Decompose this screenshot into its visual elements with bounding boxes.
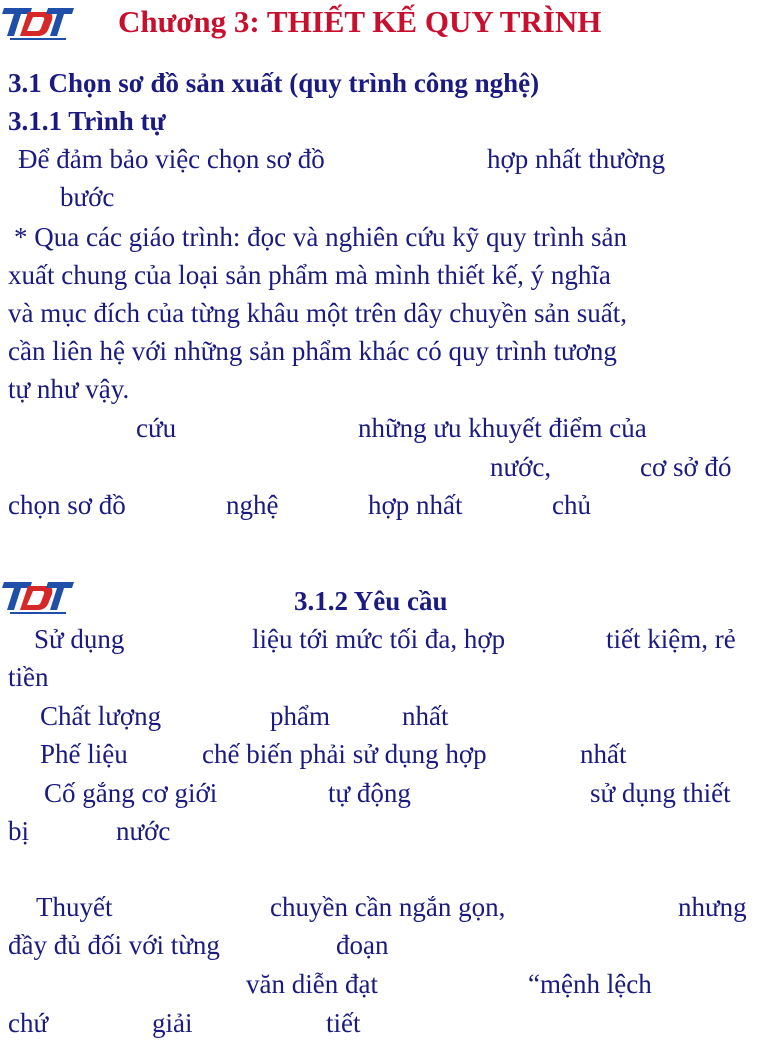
- text-fragment: tiết: [326, 1008, 361, 1038]
- text-fragment: Cố gắng cơ giới: [44, 778, 218, 808]
- text-fragment: chế biến phải sử dụng hợp: [202, 739, 487, 769]
- requirement-line: [0, 776, 768, 810]
- text-fragment: Phế liệu: [40, 739, 128, 769]
- paragraph-line: và mục đích của từng khâu một trên dây chuyền sản suất,: [8, 298, 627, 328]
- text-fragment: nghệ: [226, 490, 279, 520]
- requirement-line: [0, 699, 768, 733]
- text-fragment: tự động: [328, 778, 411, 808]
- paragraph-line: bước: [60, 182, 115, 212]
- text-fragment: hợp nhất: [368, 490, 463, 520]
- text-fragment: tiết kiệm, rẻ: [606, 624, 736, 654]
- paragraph-line: xuất chung của loại sản phẩm mà mình thiết kế, ý nghĩa: [8, 260, 611, 290]
- text-fragment: bị: [8, 816, 30, 846]
- text-fragment: phẩm: [270, 701, 330, 731]
- tdt-logo-icon: [2, 576, 74, 616]
- requirement-line: [0, 814, 768, 848]
- section-heading-3-1: 3.1 Chọn sơ đồ sản xuất (quy trình công nghệ): [8, 68, 540, 98]
- text-fragment: chọn sơ đồ: [8, 490, 126, 520]
- paragraph-line: [0, 411, 768, 445]
- section-heading-3-1-2: 3.1.2 Yêu cầu: [294, 586, 448, 616]
- slide-requirements: [0, 560, 768, 1038]
- text-fragment: Thuyết: [36, 892, 113, 922]
- chapter-title: Chương 3: THIẾT KẾ QUY TRÌNH: [118, 4, 602, 39]
- text-fragment: những ưu khuyết điểm của: [358, 413, 647, 443]
- tdt-logo-icon: [2, 2, 74, 42]
- section-heading-3-1-1: 3.1.1 Trình tự: [8, 106, 166, 136]
- text-fragment: nhất: [580, 739, 627, 769]
- text-fragment: sử dụng thiết: [590, 778, 731, 808]
- requirement-line: [0, 967, 768, 1001]
- requirement-line: [0, 890, 768, 924]
- text-fragment: liệu tới mức tối đa, hợp: [252, 624, 506, 654]
- requirement-line: [0, 737, 768, 771]
- text-fragment: giải: [152, 1008, 193, 1038]
- text-fragment: chứ: [8, 1008, 49, 1038]
- text-fragment: chuyền cần ngắn gọn,: [270, 892, 506, 922]
- paragraph-line: tự như vậy.: [8, 374, 130, 404]
- text-fragment: nhất: [402, 701, 449, 731]
- text-fragment: nhưng: [678, 892, 747, 922]
- text-fragment: đầy đủ đối với từng: [8, 930, 220, 960]
- paragraph-line: cần liên hệ với những sản phẩm khác có quy trình tương: [8, 336, 617, 366]
- paragraph-line: [0, 142, 768, 176]
- text-fragment: Chất lượng: [40, 701, 162, 731]
- text-fragment: “mệnh lệch: [528, 969, 652, 999]
- text-fragment: nước: [116, 816, 171, 846]
- text-fragment: Để đảm bảo việc chọn sơ đồ: [18, 144, 325, 174]
- requirement-line: [0, 928, 768, 962]
- paragraph-line: [0, 450, 768, 484]
- text-fragment: cơ sở đó: [640, 452, 732, 482]
- requirement-line: [0, 622, 768, 656]
- text-fragment: Sử dụng: [34, 624, 125, 654]
- paragraph-line: [0, 488, 768, 522]
- text-fragment: chủ: [552, 490, 591, 520]
- requirement-line: tiền: [8, 662, 49, 692]
- text-fragment: cứu: [136, 413, 177, 443]
- text-fragment: văn diễn đạt: [246, 969, 378, 999]
- text-fragment: nước,: [490, 452, 552, 482]
- requirement-line: [0, 1006, 768, 1040]
- text-fragment: hợp nhất thường: [487, 144, 666, 174]
- text-fragment: đoạn: [336, 930, 389, 960]
- paragraph-line: * Qua các giáo trình: đọc và nghiên cứu kỹ quy trình sản: [14, 222, 627, 252]
